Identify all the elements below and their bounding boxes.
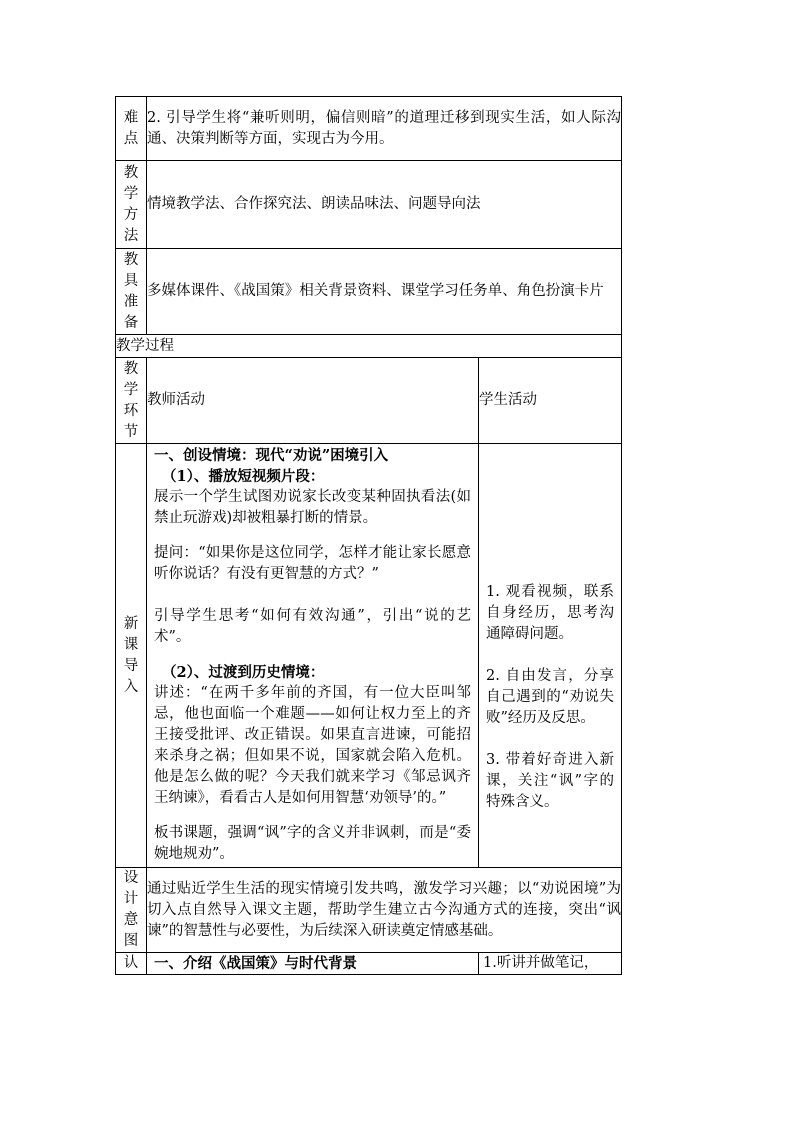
row-intro	[116, 444, 622, 868]
row-next	[116, 953, 622, 975]
intro-p4: 讲述：“在两千多年前的齐国，有一位大臣叫邹忌，他也面临一个难题——如何让权力至上的齐王接受批评、改正错误。如果直言进谏，可能招来杀身之祸；但如果不说，国家就会陷入危机。他是怎么做的呢？今天我们就来学习《邹忌讽齐王纳谏》，看看古人是如何用智慧‘劝领导’的。”	[154, 685, 471, 806]
method-text: 情境教学法、合作探究法、朗读品味法、问题导向法	[147, 161, 622, 249]
row-tools	[116, 249, 622, 335]
header-teacher: 教师活动	[147, 358, 479, 444]
design-text: 通过贴近学生生活的现实情境引发共鸣，激发学习兴趣；以“劝说困境”为切入点自然导入课文主题，帮助学生建立古今沟通方式的连接，突出“讽谏”的智慧性与必要性，为后续深入研读奠定情感基础。	[147, 868, 622, 953]
header-student: 学生活动	[479, 358, 622, 444]
intro-heading: 一、创设情境：现代“劝说”困境引入	[154, 447, 389, 464]
row-header	[116, 358, 622, 444]
intro-teacher-activity	[147, 444, 479, 868]
intro-p5: 板书课题，强调“讽”字的含义并非讽刺，而是“委婉地规劝”。	[154, 825, 471, 862]
row-label-intro: 新课导入	[116, 444, 147, 868]
intro-sub2: （2）、过渡到历史情境：	[162, 664, 325, 681]
row-process-title	[116, 335, 622, 358]
intro-s2: 2. 自由发言，分享自己遇到的“劝说失败”经历及反思。	[486, 668, 615, 726]
row-label-next: 认	[116, 953, 147, 975]
row-difficulty	[116, 97, 622, 161]
process-title: 教学过程	[116, 335, 622, 358]
row-label-tools: 教具准备	[116, 249, 147, 335]
row-label-design: 设计意图	[116, 868, 147, 953]
row-label-method: 教学方法	[116, 161, 147, 249]
intro-p3: 引导学生思考“如何有效沟通”，引出“说的艺术”。	[154, 608, 471, 645]
intro-sub1: （1）、播放短视频片段：	[162, 468, 325, 485]
lesson-plan-table	[115, 96, 622, 975]
intro-p1: 展示一个学生试图劝说家长改变某种固执看法(如禁止玩游戏)却被粗暴打断的情景。	[154, 489, 471, 526]
intro-s3: 3. 带着好奇进入新课，关注“讽”字的特殊含义。	[486, 752, 615, 810]
intro-p2: 提问：“如果你是这位同学，怎样才能让家长愿意听你说话？有没有更智慧的方式？”	[154, 545, 471, 582]
row-label-difficulty: 难点	[116, 97, 147, 161]
tools-text: 多媒体课件、《战国策》相关背景资料、课堂学习任务单、角色扮演卡片	[147, 249, 622, 335]
row-method	[116, 161, 622, 249]
next-teacher: 一、介绍《战国策》与时代背景	[147, 953, 479, 975]
next-student: 1.听讲并做笔记，	[479, 953, 622, 975]
header-label: 教学环节	[116, 358, 147, 444]
difficulty-text: 2. 引导学生将“兼听则明，偏信则暗”的道理迁移到现实生活，如人际沟通、决策判断等方面，实现古为今用。	[147, 97, 622, 161]
intro-s1: 1. 观看视频，联系自身经历，思考沟通障碍问题。	[486, 584, 615, 642]
row-design	[116, 868, 622, 953]
intro-student-activity	[479, 444, 622, 868]
